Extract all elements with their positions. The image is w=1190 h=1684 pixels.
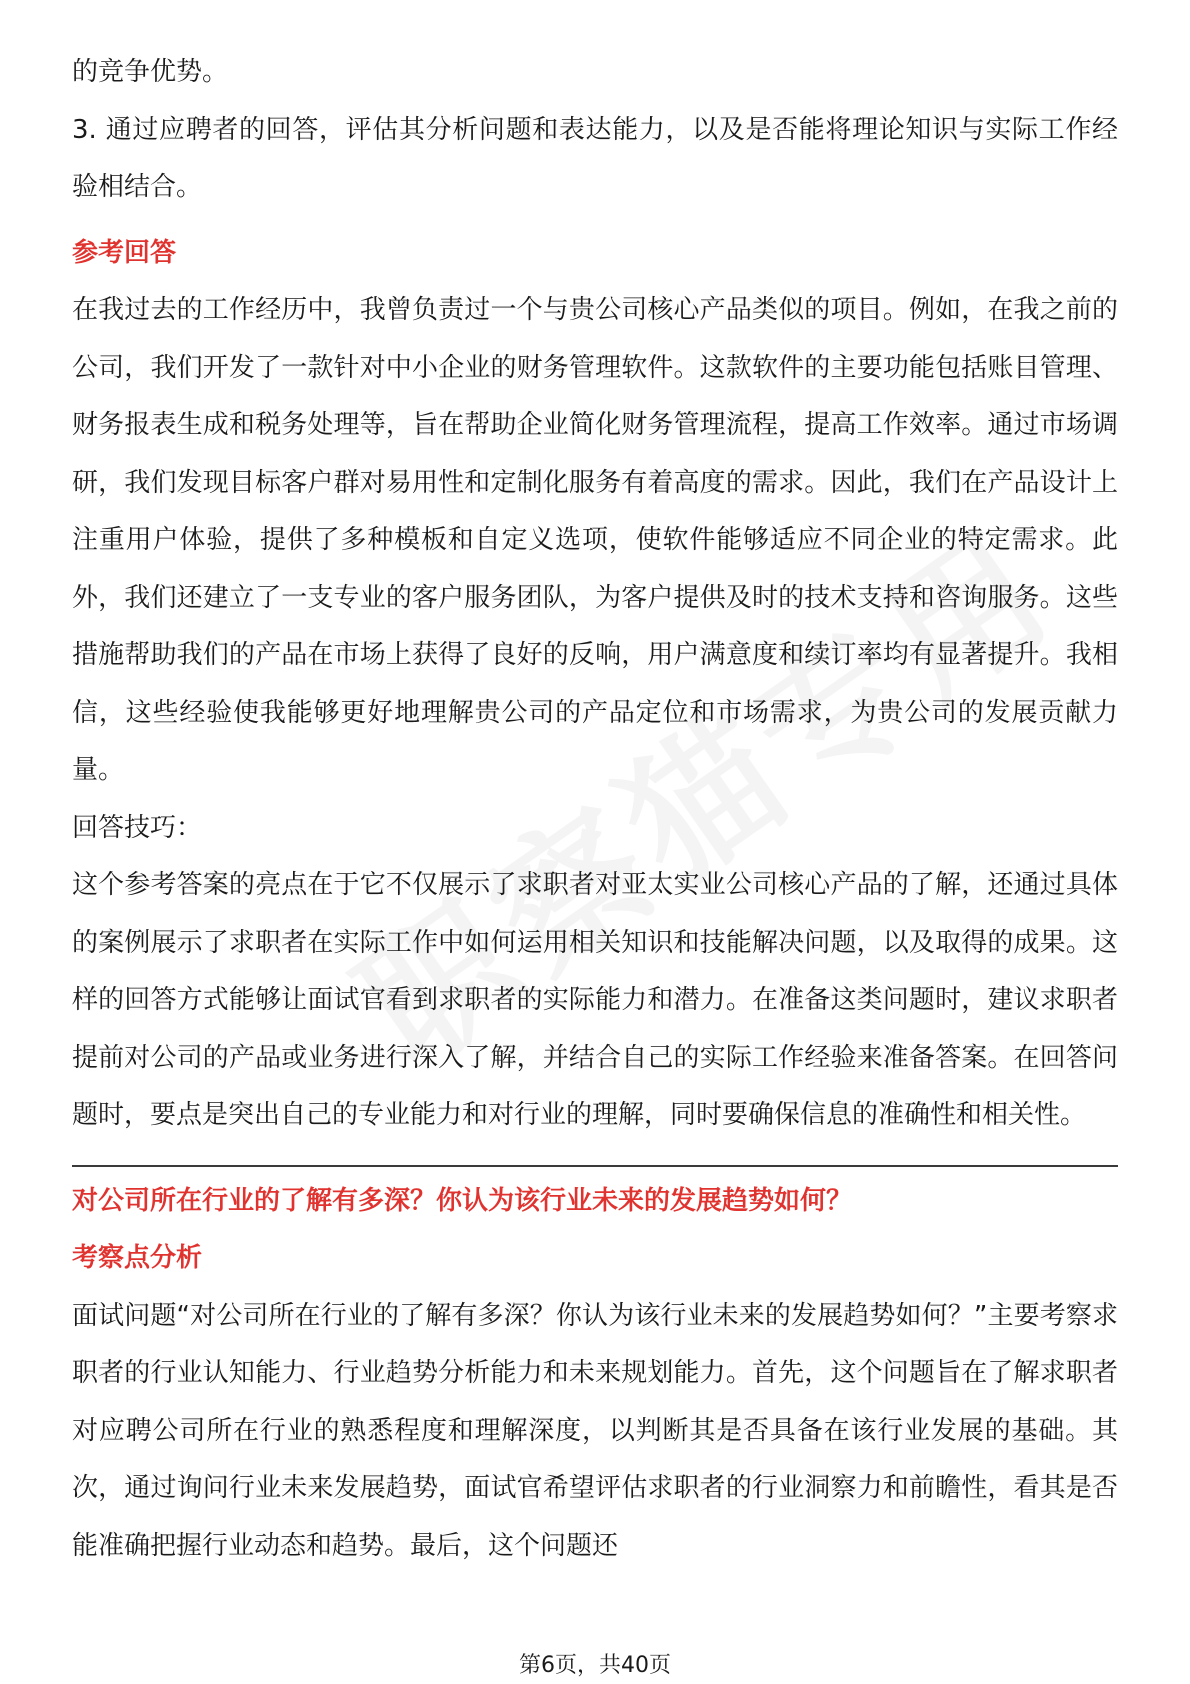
next-question: 对公司所在行业的了解有多深？你认为该行业未来的发展趋势如何？ <box>72 1185 853 1216</box>
reference-answer-heading: 参考回答 <box>72 237 177 268</box>
section-divider <box>72 1165 1118 1167</box>
document-content <box>72 44 1118 1575</box>
reference-answer-text: 在我过去的工作经历中，我曾负责过一个与贵公司核心产品类似的项目。例如，在我之前的公司，我们开发了一款针对中小企业的财务管理软件。这款软件的主要功能包括账目管理、财务报表生成和税务处理等，旨在帮助企业简化财务管理流程，提高工作效率。通过市场调研，我们发现目标客户群对易用性和定制化服务有着高度的需求。因此，我们在产品设计上注重用户体验，提供了多种模板和自定义选项，使软件能够适应不同企业的特定需求。此外，我们还建立了一支专业的客户服务团队，为客户提供及时的技术支持和咨询服务。这些措施帮助我们的产品在市场上获得了良好的反响，用户满意度和续订率均有显著提升。我相信，这些经验使我能够更好地理解贵公司的产品定位和市场需求，为贵公司的发展贡献力量。 <box>72 295 1118 785</box>
continuation-text: 的竞争优势。 <box>72 57 229 87</box>
tips-label: 回答技巧： <box>72 812 203 843</box>
analysis-heading: 考察点分析 <box>72 1243 203 1273</box>
point-3: 3. 通过应聘者的回答，评估其分析问题和表达能力，以及是否能将理论知识与实际工作经验相结合。 <box>72 114 1118 202</box>
analysis-text: 面试问题“对公司所在行业的了解有多深？你认为该行业未来的发展趋势如何？”主要考察求职者的行业认知能力、行业趋势分析能力和未来规划能力。首先，这个问题旨在了解求职者对应聘公司所在行业的熟悉程度和理解深度，以判断其是否具备在该行业发展的基础。其次，通过询问行业未来发展趋势，面试官希望评估求职者的行业洞察力和前瞻性，看其是否能准确把握行业动态和趋势。最后，这个问题还 <box>72 1300 1118 1561</box>
page-footer: 第6页，共40页 <box>519 1653 671 1678</box>
tips-text: 这个参考答案的亮点在于它不仅展示了求职者对亚太实业公司核心产品的了解，还通过具体的案例展示了求职者在实际工作中如何运用相关知识和技能解决问题，以及取得的成果。这样的回答方式能够让面试官看到求职者的实际能力和潜力。在准备这类问题时，建议求职者提前对公司的产品或业务进行深入了解，并结合自己的实际工作经验来准备答案。在回答问题时，要点是突出自己的专业能力和对行业的理解，同时要确保信息的准确性和相关性。 <box>72 870 1118 1130</box>
